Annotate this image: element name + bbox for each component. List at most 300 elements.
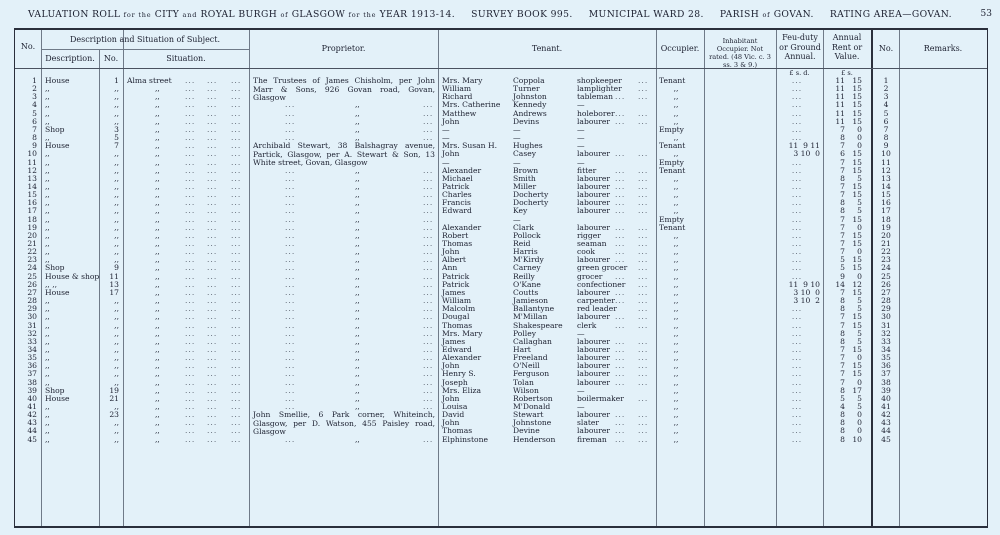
- feu-duty: ...: [791, 320, 803, 330]
- street-number: ,,: [114, 304, 119, 314]
- tenant-occupation: labourer: [577, 190, 611, 200]
- occupation-filler: ...: [638, 418, 649, 428]
- row-number-right: 3: [883, 92, 889, 102]
- situation-filler: ...: [207, 239, 218, 248]
- proprietor-entry: The Trustees of James Chisholm, per John Marr & Sons, 926 Govan road, Govan, Glasgow: [253, 76, 435, 103]
- situation-filler: ...: [185, 149, 196, 159]
- tenant-first-name: Michael: [442, 173, 473, 183]
- proprietor-filler: ...: [423, 239, 434, 248]
- situation-filler: ...: [231, 239, 242, 248]
- tenant-occupation: —: [577, 328, 585, 338]
- situation: ,,: [155, 369, 160, 379]
- rent-pounds: 7: [840, 124, 845, 134]
- tenant-surname: O'Neill: [513, 361, 540, 371]
- tenant-surname: Reid: [513, 239, 531, 248]
- tenant-surname: Coutts: [513, 287, 539, 297]
- row-number-right: 28: [881, 296, 891, 306]
- tenant-occupation: —: [577, 402, 585, 411]
- rent-pounds: 5: [840, 393, 845, 403]
- feu-duty: ...: [791, 157, 803, 167]
- tenant-first-name: Henry S.: [442, 369, 476, 379]
- rent-shillings: 15: [852, 165, 862, 175]
- proprietor-filler: ...: [285, 377, 296, 387]
- street-number: ,,: [114, 434, 119, 444]
- situation-filler: ...: [207, 190, 218, 200]
- situation-filler: ...: [231, 247, 242, 257]
- occupation-filler: ...: [638, 426, 649, 436]
- proprietor-ditto: ,,: [355, 206, 360, 216]
- street-number: ,,: [114, 108, 119, 118]
- row-number: 24: [27, 263, 37, 273]
- feu-duty: 3 10 2: [793, 296, 820, 306]
- proprietor-filler: ...: [285, 296, 296, 306]
- occupation-filler: ...: [615, 230, 626, 240]
- proprietor-filler: ...: [285, 239, 296, 248]
- row-number: 41: [27, 402, 37, 411]
- rent-shillings: 15: [852, 230, 862, 240]
- situation-filler: ...: [231, 312, 242, 322]
- tenant-first-name: Richard: [442, 92, 473, 102]
- occupier-status: ,,: [673, 426, 679, 436]
- situation-filler: ...: [231, 190, 242, 200]
- row-number-right: 38: [881, 377, 891, 387]
- occupier-status: Tenant: [659, 76, 686, 85]
- proprietor-ditto: ,,: [355, 255, 360, 265]
- rent-pounds: 7: [840, 361, 845, 371]
- street-number: ,,: [114, 149, 119, 159]
- occupation-filler: ...: [615, 434, 626, 444]
- situation-filler: ...: [185, 296, 196, 306]
- proprietor-filler: ...: [423, 255, 434, 265]
- tenant-occupation: fireman: [577, 434, 607, 444]
- tenant-first-name: Ann: [442, 263, 458, 273]
- occupation-filler: ...: [615, 198, 626, 208]
- tenant-surname: Pollock: [513, 230, 541, 240]
- situation-filler: ...: [231, 402, 242, 411]
- proprietor-ditto: ,,: [355, 344, 360, 354]
- rent-shillings: 15: [852, 190, 862, 200]
- situation: ,,: [155, 418, 160, 428]
- street-number: ,,: [114, 426, 119, 436]
- occupier-status: ,,: [673, 353, 679, 363]
- situation-filler: ...: [207, 434, 218, 444]
- situation-filler: ...: [207, 385, 218, 395]
- description: Shop: [45, 385, 65, 395]
- row-number: 34: [27, 344, 37, 354]
- feu-duty: ...: [791, 344, 803, 354]
- proprietor-filler: ...: [423, 165, 434, 175]
- tenant-first-name: Thomas: [442, 426, 473, 436]
- tenant-first-name: Edward: [442, 344, 472, 354]
- proprietor-filler: ...: [285, 434, 296, 444]
- situation-filler: ...: [231, 353, 242, 363]
- situation-filler: ...: [185, 124, 196, 134]
- tenant-occupation: red leader: [577, 304, 617, 314]
- feu-duty: ...: [791, 312, 803, 322]
- tenant-surname: Miller: [513, 181, 537, 191]
- row-number-right: 22: [881, 247, 891, 257]
- situation-filler: ...: [231, 141, 242, 151]
- row-number-right: 33: [881, 336, 891, 346]
- situation-filler: ...: [231, 149, 242, 159]
- col-header-street-no: No.: [103, 54, 119, 63]
- proprietor-ditto: ,,: [355, 385, 360, 395]
- situation-filler: ...: [185, 344, 196, 354]
- row-number-right: 9: [883, 141, 889, 151]
- description: ,,: [45, 426, 50, 436]
- description: ,,: [45, 361, 50, 371]
- description: ,,: [45, 157, 50, 167]
- tenant-occupation: slater: [577, 418, 600, 428]
- situation: ,,: [155, 239, 160, 248]
- occupier-status: ,,: [673, 361, 679, 371]
- situation-filler: ...: [185, 190, 196, 200]
- tenant-occupation: labourer: [577, 426, 611, 436]
- rent-shillings: 15: [852, 287, 862, 297]
- row-number: 1: [32, 76, 37, 85]
- street-number: ,,: [114, 173, 119, 183]
- proprietor-ditto: ,,: [355, 434, 360, 444]
- proprietor-filler: ...: [423, 402, 434, 411]
- situation-filler: ...: [231, 385, 242, 395]
- street-number: ,,: [114, 418, 119, 428]
- rent-pounds: 7: [840, 181, 845, 191]
- tenant-occupation: labourer: [577, 344, 611, 354]
- street-number: ,,: [114, 214, 119, 224]
- rent-shillings: 15: [852, 369, 862, 379]
- situation-filler: ...: [185, 336, 196, 346]
- proprietor-entry: Archibald Stewart, 38 Balshagray avenue, Partick, Glasgow, per A. Stewart & Son, 13 White street, Govan, Glasgow: [253, 141, 435, 168]
- row-number: 40: [27, 393, 37, 403]
- situation-filler: ...: [231, 84, 242, 94]
- proprietor-filler: ...: [285, 287, 296, 297]
- tenant-occupation: holeborer: [577, 108, 615, 118]
- row-number-right: 23: [881, 255, 891, 265]
- tenant-surname: Casey: [513, 149, 537, 159]
- proprietor-filler: ...: [285, 344, 296, 354]
- occupation-filler: ...: [638, 271, 649, 281]
- situation-filler: ...: [185, 239, 196, 248]
- description: ,,: [45, 84, 50, 94]
- tenant-surname: O'Kane: [513, 279, 541, 289]
- occupier-status: ,,: [673, 418, 679, 428]
- rent-pounds: 4: [840, 402, 845, 411]
- situation-filler: ...: [185, 426, 196, 436]
- rent-shillings: 0: [857, 247, 862, 257]
- col-header-description-group: Description and Situation of Subject.: [69, 35, 221, 44]
- description: House: [45, 393, 70, 403]
- proprietor-filler: ...: [423, 263, 434, 273]
- tenant-first-name: Alexander: [442, 165, 482, 175]
- feu-duty: ...: [791, 190, 803, 200]
- situation: ,,: [155, 92, 160, 102]
- row-number: 17: [27, 206, 37, 216]
- occupier-status: ,,: [673, 190, 679, 200]
- proprietor-filler: ...: [423, 361, 434, 371]
- situation-filler: ...: [185, 84, 196, 94]
- feu-duty: ...: [791, 206, 803, 216]
- occupation-filler: ...: [638, 410, 649, 420]
- street-number: ,,: [114, 206, 119, 216]
- occupation-filler: ...: [615, 418, 626, 428]
- row-number: 25: [27, 271, 37, 281]
- situation: ,,: [155, 279, 160, 289]
- situation-filler: ...: [231, 100, 242, 110]
- proprietor-ditto: ,,: [355, 279, 360, 289]
- feu-duty: ...: [791, 124, 803, 134]
- tenant-occupation: seaman: [577, 239, 607, 248]
- proprietor-filler: ...: [423, 247, 434, 257]
- situation-filler: ...: [185, 76, 196, 85]
- situation-filler: ...: [231, 328, 242, 338]
- tenant-first-name: Louisa: [442, 402, 468, 411]
- occupation-filler: ...: [615, 320, 626, 330]
- situation: ,,: [155, 141, 160, 151]
- occupier-status: ,,: [673, 149, 679, 159]
- feu-duty: ...: [791, 271, 803, 281]
- description: ,,: [45, 377, 50, 387]
- rent-shillings: 15: [852, 263, 862, 273]
- occupier-status: Empty: [659, 157, 684, 167]
- rent-shillings: 15: [852, 239, 862, 248]
- situation: ,,: [155, 124, 160, 134]
- occupation-filler: ...: [638, 247, 649, 257]
- proprietor-filler: ...: [285, 255, 296, 265]
- occupier-status: ,,: [673, 181, 679, 191]
- row-number: 5: [32, 108, 37, 118]
- rating-area: RATING AREA—GOVAN.: [829, 9, 952, 20]
- proprietor-ditto: ,,: [355, 165, 360, 175]
- situation: ,,: [155, 434, 160, 444]
- proprietor-filler: ...: [423, 353, 434, 363]
- proprietor-filler: ...: [285, 271, 296, 281]
- proprietor-filler: ...: [423, 124, 434, 134]
- description: ,,: [45, 312, 50, 322]
- proprietor-filler: ...: [285, 336, 296, 346]
- proprietor-ditto: ,,: [355, 116, 360, 126]
- occupation-filler: ...: [615, 287, 626, 297]
- proprietor-filler: ...: [423, 336, 434, 346]
- tenant-surname: Henderson: [513, 434, 556, 444]
- description: ,,: [45, 116, 50, 126]
- proprietor-filler: ...: [423, 181, 434, 191]
- situation: ,,: [155, 263, 160, 273]
- tenant-first-name: John: [442, 116, 460, 126]
- proprietor-ditto: ,,: [355, 312, 360, 322]
- occupation-filler: ...: [615, 108, 626, 118]
- situation-filler: ...: [207, 76, 218, 85]
- situation-filler: ...: [207, 279, 218, 289]
- situation: ,,: [155, 100, 160, 110]
- occupier-status: Tenant: [659, 141, 686, 151]
- tenant-surname: Jamieson: [513, 296, 549, 306]
- rent-shillings: 5: [857, 393, 862, 403]
- proprietor-filler: ...: [285, 312, 296, 322]
- rent-shillings: 0: [857, 133, 862, 143]
- row-number: 39: [27, 385, 37, 395]
- occupation-filler: ...: [638, 116, 649, 126]
- rent-pounds: 7: [840, 344, 845, 354]
- situation-filler: ...: [207, 271, 218, 281]
- row-number-right: 6: [883, 116, 889, 126]
- row-number-right: 26: [881, 279, 891, 289]
- street-number: ,,: [114, 165, 119, 175]
- situation-filler: ...: [207, 353, 218, 363]
- feu-duty: ...: [791, 84, 803, 94]
- situation-filler: ...: [185, 108, 196, 118]
- rent-pounds: 11: [835, 116, 845, 126]
- rent-shillings: 0: [857, 377, 862, 387]
- tenant-first-name: Malcolm: [442, 304, 476, 314]
- occupation-filler: ...: [615, 344, 626, 354]
- proprietor-filler: ...: [285, 198, 296, 208]
- row-number: 36: [27, 361, 37, 371]
- occupier-status: ,,: [673, 344, 679, 354]
- occupier-status: ,,: [673, 336, 679, 346]
- proprietor-filler: ...: [423, 100, 434, 110]
- description: ,,: [45, 402, 50, 411]
- occupier-status: ,,: [673, 239, 679, 248]
- row-number-right: 2: [883, 84, 889, 94]
- feu-units: £ s. d.: [789, 69, 810, 77]
- situation-filler: ...: [231, 377, 242, 387]
- rent-shillings: 5: [857, 173, 862, 183]
- situation-filler: ...: [231, 206, 242, 216]
- proprietor-ditto: ,,: [355, 133, 360, 143]
- occupation-filler: ...: [638, 181, 649, 191]
- description: House: [45, 287, 70, 297]
- situation-filler: ...: [231, 222, 242, 232]
- situation: ,,: [155, 336, 160, 346]
- situation-filler: ...: [231, 133, 242, 143]
- tenant-occupation: labourer: [577, 287, 611, 297]
- situation-filler: ...: [231, 173, 242, 183]
- occupier-status: ,,: [673, 247, 679, 257]
- tenant-surname: M'Donald: [513, 402, 551, 411]
- situation-filler: ...: [185, 353, 196, 363]
- description: ,,: [45, 165, 50, 175]
- situation-filler: ...: [207, 84, 218, 94]
- feu-duty: ...: [791, 336, 803, 346]
- occupier-status: ,,: [673, 133, 679, 143]
- situation: ,,: [155, 304, 160, 314]
- situation-filler: ...: [185, 92, 196, 102]
- rent-pounds: 8: [840, 426, 845, 436]
- tenant-surname: Tolan: [513, 377, 534, 387]
- street-number: 3: [114, 124, 119, 134]
- situation-filler: ...: [231, 157, 242, 167]
- occupation-filler: ...: [638, 255, 649, 265]
- proprietor-filler: ...: [423, 328, 434, 338]
- tenant-surname: Brown: [513, 165, 539, 175]
- proprietor-ditto: ,,: [355, 100, 360, 110]
- tenant-occupation: cook: [577, 247, 595, 257]
- situation-filler: ...: [231, 361, 242, 371]
- situation-filler: ...: [185, 214, 196, 224]
- rent-pounds: 9: [840, 271, 845, 281]
- situation-filler: ...: [185, 369, 196, 379]
- rent-pounds: 11: [835, 76, 845, 85]
- proprietor-filler: ...: [285, 393, 296, 403]
- occupation-filler: ...: [638, 149, 649, 159]
- occupation-filler: ...: [638, 304, 649, 314]
- proprietor-ditto: ,,: [355, 230, 360, 240]
- occupation-filler: ...: [638, 361, 649, 371]
- street-number: ,,: [114, 336, 119, 346]
- situation-filler: ...: [231, 198, 242, 208]
- rent-shillings: 0: [857, 222, 862, 232]
- occupier-status: ,,: [673, 385, 679, 395]
- proprietor-filler: ...: [423, 214, 434, 224]
- row-number-right: 40: [881, 393, 891, 403]
- situation-filler: ...: [185, 230, 196, 240]
- feu-duty: ...: [791, 198, 803, 208]
- situation-filler: ...: [231, 124, 242, 134]
- row-number-right: 44: [881, 426, 891, 436]
- rent-pounds: 8: [840, 296, 845, 306]
- tenant-first-name: David: [442, 410, 465, 420]
- tenant-first-name: Patrick: [442, 271, 470, 281]
- situation-filler: ...: [185, 133, 196, 143]
- occupation-filler: ...: [638, 434, 649, 444]
- row-number-right: 36: [881, 361, 891, 371]
- proprietor-ditto: ,,: [355, 287, 360, 297]
- situation-filler: ...: [231, 165, 242, 175]
- rent-shillings: 15: [852, 100, 862, 110]
- row-number-right: 10: [881, 149, 891, 159]
- rent-shillings: 15: [852, 157, 862, 167]
- proprietor-filler: ...: [423, 393, 434, 403]
- tenant-surname: Devine: [513, 426, 540, 436]
- tenant-surname: M'Kirdy: [513, 255, 544, 265]
- proprietor-filler: ...: [285, 124, 296, 134]
- col-header-tenant: Tenant.: [531, 44, 563, 53]
- tenant-occupation: carpenter: [577, 296, 615, 306]
- row-number: 32: [27, 328, 37, 338]
- row-number-right: 4: [883, 100, 889, 110]
- occupier-status: ,,: [673, 312, 679, 322]
- situation-filler: ...: [231, 369, 242, 379]
- occupation-filler: ...: [638, 198, 649, 208]
- tenant-first-name: Charles: [442, 190, 472, 200]
- occupation-filler: ...: [615, 181, 626, 191]
- description: ,,: [45, 230, 50, 240]
- street-number: ,,: [114, 312, 119, 322]
- street-number: 13: [109, 279, 119, 289]
- feu-duty: 11 9 11: [788, 141, 820, 151]
- proprietor-filler: ...: [423, 133, 434, 143]
- description: House: [45, 141, 70, 151]
- situation: ,,: [155, 157, 160, 167]
- row-number-right: 7: [883, 124, 889, 134]
- feu-duty: 3 10 0: [793, 149, 820, 159]
- situation-filler: ...: [207, 222, 218, 232]
- proprietor-filler: ...: [423, 190, 434, 200]
- situation-filler: ...: [231, 230, 242, 240]
- tenant-surname: Freeland: [513, 353, 548, 363]
- occupier-status: ,,: [673, 108, 679, 118]
- rent-pounds: 8: [840, 198, 845, 208]
- situation-filler: ...: [231, 181, 242, 191]
- feu-duty: ...: [791, 377, 803, 387]
- row-number-right: 45: [881, 434, 891, 444]
- situation-filler: ...: [185, 116, 196, 126]
- proprietor-filler: ...: [285, 165, 296, 175]
- feu-duty: ...: [791, 328, 803, 338]
- rent-pounds: 7: [840, 214, 845, 224]
- situation-filler: ...: [207, 92, 218, 102]
- row-number-right: 31: [881, 320, 891, 330]
